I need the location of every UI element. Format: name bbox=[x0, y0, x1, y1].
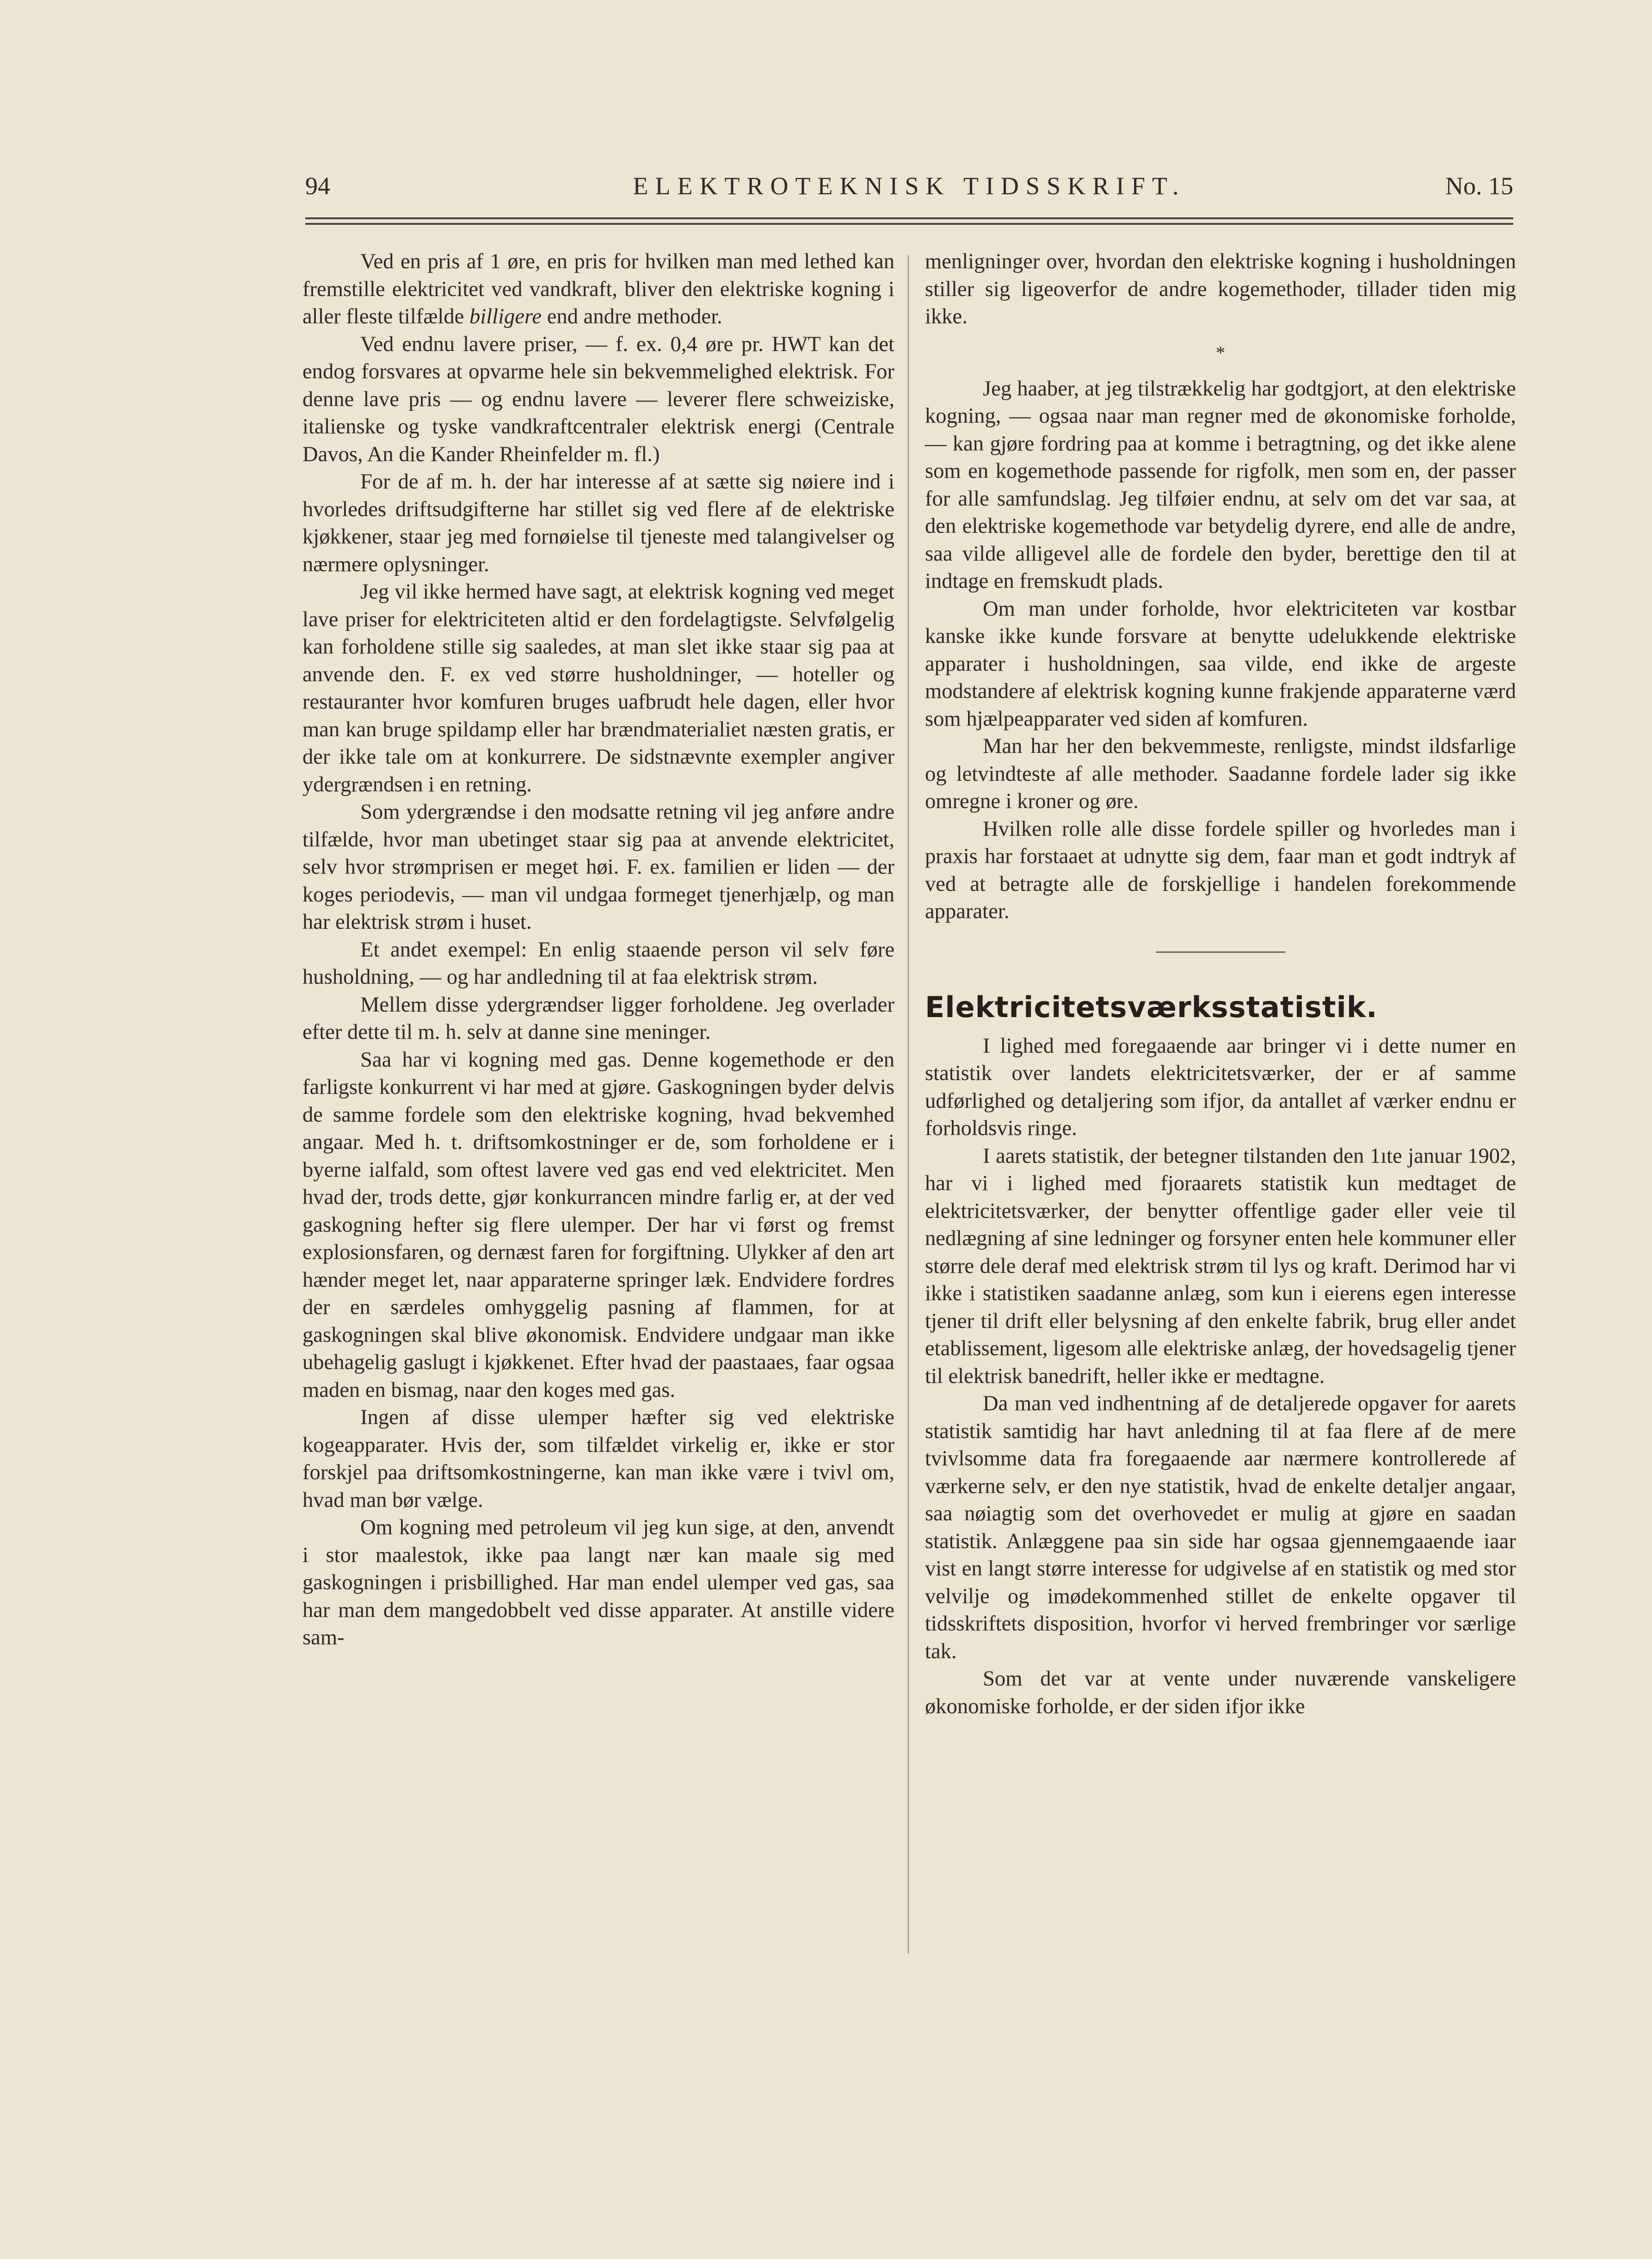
paragraph: Saa har vi kogning med gas. Denne kogemethode er den farligste konkurrent vi har med at gjøre. Gaskogningen byder delvis de samme fordele som den elektriske kogning, hvad bekvemhed angaar. Med h. t. driftsomkostninger er de, som forholdene er i byerne ialfald, som oftest lavere ved gas end ved elektricitet. Men hvad der, trods dette, gjør konkurrancen mindre farlig er, at der ved gaskogning hefter sig flere ulemper. Der har vi først og fremst explosionsfaren, og dernæst faren for forgiftning. Ulykker af den art hænder meget let, naar apparaterne springer læk. Endvidere fordres der en særdeles omhyggelig pasning af flammen, for at gaskogningen skal blive økonomisk. Endvidere undgaar man ikke ubehagelig gaslugt i kjøkkenet. Efter hvad der paastaaes, faar ogsaa maden en bismag, naar den koges med gas. bbox=[302, 1047, 894, 1402]
paragraph: For de af m. h. der har interesse af at sætte sig nøiere ind i hvorledes driftsudgifterne har stillet sig ved flere af de elektriske kjøkkener, staar jeg med fornøielse til tjeneste med talangivelser og nærmere oplysninger. bbox=[302, 469, 894, 576]
right-column bbox=[925, 248, 1516, 1720]
paragraph: Om kogning med petroleum vil jeg kun sige, at den, anvendt i stor maalestok, ikke paa langt nær kan maale sig med gaskogningen i prisbillighed. Har man endel ulemper ved gas, saa har man dem mangedobbelt ved disse apparater. At anstille videre sam- bbox=[302, 1515, 894, 1649]
paragraph: Jeg haaber, at jeg tilstrækkelig har godtgjort, at den elektriske kogning, — ogsaa naar man regner med de økonomiske forholde, — kan gjøre fordring paa at komme i betragtning, og det ikke alene som en kogemethode passende for rigfolk, men som en, der passer for alle samfundslag. Jeg tilføier endnu, at selv om det var saa, at den elektriske kogemethode var betydelig dyrere, end alle de andre, saa vilde alligevel alle de fordele den byder, berettige den til at indtage en fremskudt plads. bbox=[925, 376, 1516, 593]
paragraph: Jeg vil ikke hermed have sagt, at elektrisk kogning ved meget lave priser for elektriciteten altid er den fordelagtigste. Selvfølgelig kan forholdene stille sig saaledes, at man slet ikke staar sig paa at anvende den. F. ex ved større husholdninger, — hoteller og restauranter hvor komfuren bruges uafbrudt hele dagen, eller hvor man kan bruge spildamp eller har brændmaterialiet næsten gratis, er der ikke tale om at konkurrere. De sidstnævnte exempler angiver ydergrændsen i en retning. bbox=[302, 580, 894, 796]
paragraph: Ved endnu lavere priser, — f. ex. 0,4 øre pr. HWT kan det endog forsvares at opvarme hele sin bekvemmelighed elektrisk. For denne lave pris — og endnu lavere — leverer flere schweiziske, italienske og tyske vandkraftcentraler elektrisk energi (Centrale Davos, An die Kander Rheinfelder m. fl.) bbox=[302, 332, 894, 466]
paragraph: Som det var at vente under nuværende vanskeligere økonomiske forholde, er der siden ifjor ikke bbox=[925, 1666, 1516, 1718]
journal-title: ELEKTROTEKNISK TIDSSKRIFT. bbox=[633, 172, 1186, 200]
paragraph: Da man ved indhentning af de detaljerede opgaver for aarets statistik samtidig har havt anledning til at faa flere af de mere tvivlsomme data fra foregaaende aar nærmere kontrollerede af værkerne selv, er den nye statistik, hvad de enkelte detaljer angaar, saa nøiagtig som det overhovedet er mulig at gjøre en saadan statistik. Anlæggene paa sin side har ogsaa gjennemgaaende iaar vist en langt større interesse for udgivelse af en statistik og med stor velvilje og imødekommenhed stillet de enkelte opgaver til tidsskriftets disposition, hvorfor vi herved frembringer vor særlige tak. bbox=[925, 1391, 1516, 1663]
paragraph: Som ydergrændse i den modsatte retning vil jeg anføre andre tilfælde, hvor man ubetinget staar sig paa at anvende elektricitet, selv hvor strømprisen er meget høi. F. ex. familien er liden — der koges periodevis, — man vil undgaa formeget tjenerhjælp, og man har elektrisk strøm i huset. bbox=[302, 800, 894, 934]
paragraph: Ingen af disse ulemper hæfter sig ved elektriske kogeapparater. Hvis der, som tilfældet virkelig er, ikke er stor forskjel paa driftsomkostningerne, kan man ikke være i tvivl om, hvad man bør vælge. bbox=[302, 1405, 894, 1512]
paragraph: menligninger over, hvordan den elektriske kogning i husholdningen stiller sig ligeoverfor de andre kogemethoder, tillader tiden mig ikke. bbox=[925, 249, 1516, 328]
paragraph: Hvilken rolle alle disse fordele spiller og hvorledes man i praxis har forstaaet at udnytte sig dem, faar man et godt indtryk af ved at betragte alle de forskjellige i handelen forekommende apparater. bbox=[925, 816, 1516, 923]
paragraph: I aarets statistik, der betegner tilstanden den 1ıte januar 1902, har vi i lighed med fjoraarets statistik kun medtaget de elektricitetsværker, der benytter offentlige gader eller veie til nedlægning af sine ledninger og forsyner enten hele kommuner eller større dele deraf med elektrisk strøm til lys og kraft. Derimod har vi ikke i statistiken saadanne anlæg, som kun i eierens egen interesse tjener til drift eller belysning af den enkelte fabrik, brug eller andet etablissement, ligesom alle elektriske anlæg, der hovedsagelig tjener til elektrisk banedrift, heller ikke er medtagne. bbox=[925, 1143, 1516, 1388]
paragraph: Mellem disse ydergrændser ligger forholdene. Jeg overlader efter dette til m. h. selv at danne sine meninger. bbox=[302, 992, 894, 1044]
left-column bbox=[302, 248, 894, 1652]
asterism: * bbox=[1216, 342, 1225, 363]
issue-number: No. 15 bbox=[1445, 172, 1513, 200]
column-divider bbox=[908, 255, 909, 1954]
paragraph: Man har her den bekvemmeste, renligste, mindst ildsfarlige og letvindteste af alle methoder. Saadanne fordele lader sig ikke omregne i kroner og øre. bbox=[925, 734, 1516, 813]
paragraph-text: end andre methoder. bbox=[542, 304, 722, 328]
paragraph: Et andet exempel: En enlig staaende person vil selv føre husholdning, — og har andledning til at faa elektrisk strøm. bbox=[302, 937, 894, 989]
page-number: 94 bbox=[305, 172, 330, 200]
section-heading: Elektricitetsværksstatistik. bbox=[925, 990, 1378, 1024]
header-rule-top bbox=[305, 217, 1513, 219]
emphasis-text: billigere bbox=[469, 304, 542, 328]
section-separator bbox=[1156, 951, 1285, 971]
paragraph: Om man under forholde, hvor elektriciteten var kostbar kanske ikke kunde forsvare at benytte udelukkende elektriske apparater i husholdningen, saa vilde, end ikke de argeste modstandere af elektrisk kogning kunne frakjende apparaterne værd som hjælpeapparater ved siden af komfuren. bbox=[925, 596, 1516, 731]
paragraph: I lighed med foregaaende aar bringer vi i dette numer en statistik over landets elektricitetsværker, der er af samme udførlighed og detaljering som ifjor, da antallet af værker endnu er forholdsvis ringe. bbox=[925, 1033, 1516, 1140]
page-header bbox=[305, 167, 1513, 204]
paragraph-text: Ved en pris af 1 øre, en pris for hvilken man med lethed kan fremstille elektricitet ved vandkraft, bliver den elektriske kogning i aller fleste tilfælde bbox=[302, 249, 894, 328]
header-rule-bottom bbox=[305, 223, 1513, 225]
paragraph bbox=[302, 248, 894, 331]
